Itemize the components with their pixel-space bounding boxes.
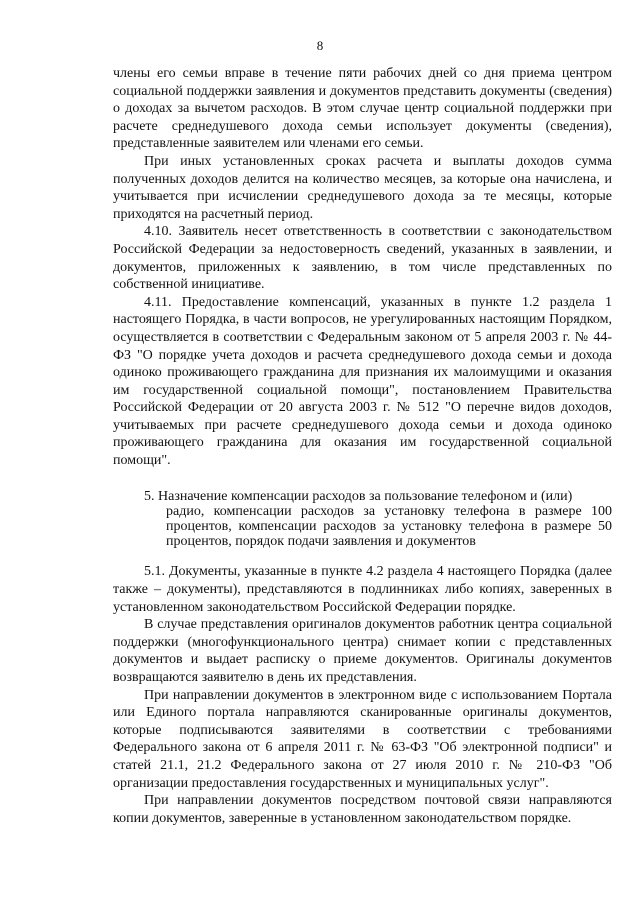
page-number: 8 (316, 38, 324, 53)
paragraph-4-10: 4.10. Заявитель несет ответственность в соответствии с законодательством Российской Федерации за недостоверность сведений, указанных в заявлении, и документов, приложенных к заявлению, в том числе представленных по собственной инициативе. (113, 224, 612, 293)
paragraph-postal: При направлении документов посредством почтовой связи направляются копии документов, заверенные в установленном законодательством порядке. (113, 793, 612, 826)
paragraph-income-division: При иных установленных сроках расчета и выплаты доходов сумма полученных доходов делится на количество месяцев, за которые она начислена, и учитывается при исчислении среднедушевого дохода за те месяцы, которые приходятся на расчетный период. (113, 153, 612, 222)
paragraph-electronic: При направлении документов в электронном виде с использованием Портала или Единого портала направляются сканированные оригиналы документов, которые подписываются заявителями в соответствии с требованиями Федерального закона от 6 апреля 2011 г. № 63-ФЗ "Об электронной подписи" и статей 21.1, 21.2 Федерального закона от 27 июля 2010 г. № 210-ФЗ "Об организации предоставления государственных и муниципальных услуг". (113, 687, 612, 791)
paragraph-4-11: 4.11. Предоставление компенсаций, указанных в пункте 1.2 раздела 1 настоящего Порядка, в части вопросов, не урегулированных настоящим Порядком, осуществляется в соответствии с Федеральным законом от 5 апреля 2003 г. № 44-ФЗ "О порядке учета доходов и расчета среднедушевого дохода семьи и дохода одиноко проживающего гражданина для признания их малоимущими и оказания им государственной социальной помощи", постановлением Правительства Российской Федерации от 20 августа 2003 г. № 512 "О перечне видов доходов, учитываемых при расчете среднедушевого дохода семьи и дохода одиноко проживающего гражданина для оказания им государственной социальной помощи". (113, 294, 612, 469)
section-5-heading (113, 489, 612, 550)
heading-spacer (113, 549, 612, 563)
section-5-heading-line1: 5. Назначение компенсации расходов за пользование телефоном и (или) (144, 488, 573, 504)
section-spacer (113, 470, 612, 489)
paragraph-continuation: члены его семьи вправе в течение пяти рабочих дней со дня приема центром социальной поддержки заявления и документов представить документы (сведения) о доходах за вычетом расходов. В этом случае центр социальной поддержки при расчете среднедушевого дохода семьи использует документы (сведения), представленные заявителем или членами его семьи. (113, 66, 612, 152)
section-5-heading-rest: радио, компенсации расходов за установку телефона в размере 100 процентов, компенсации расходов за установку телефона в размере 50 процентов, порядок подачи заявления и документов (166, 503, 612, 550)
paragraph-5-1: 5.1. Документы, указанные в пункте 4.2 раздела 4 настоящего Порядка (далее также – документы), представляются в подлинниках либо копиях, заверенных в установленном законодательством Российской Федерации порядке. (113, 564, 612, 615)
document-body (113, 65, 612, 827)
paragraph-originals: В случае представления оригиналов документов работник центра социальной поддержки (многофункционального центра) снимает копии с представленных документов и выдает расписку о приеме документов. Оригиналы документов возвращаются заявителю в день их представления. (113, 617, 612, 686)
